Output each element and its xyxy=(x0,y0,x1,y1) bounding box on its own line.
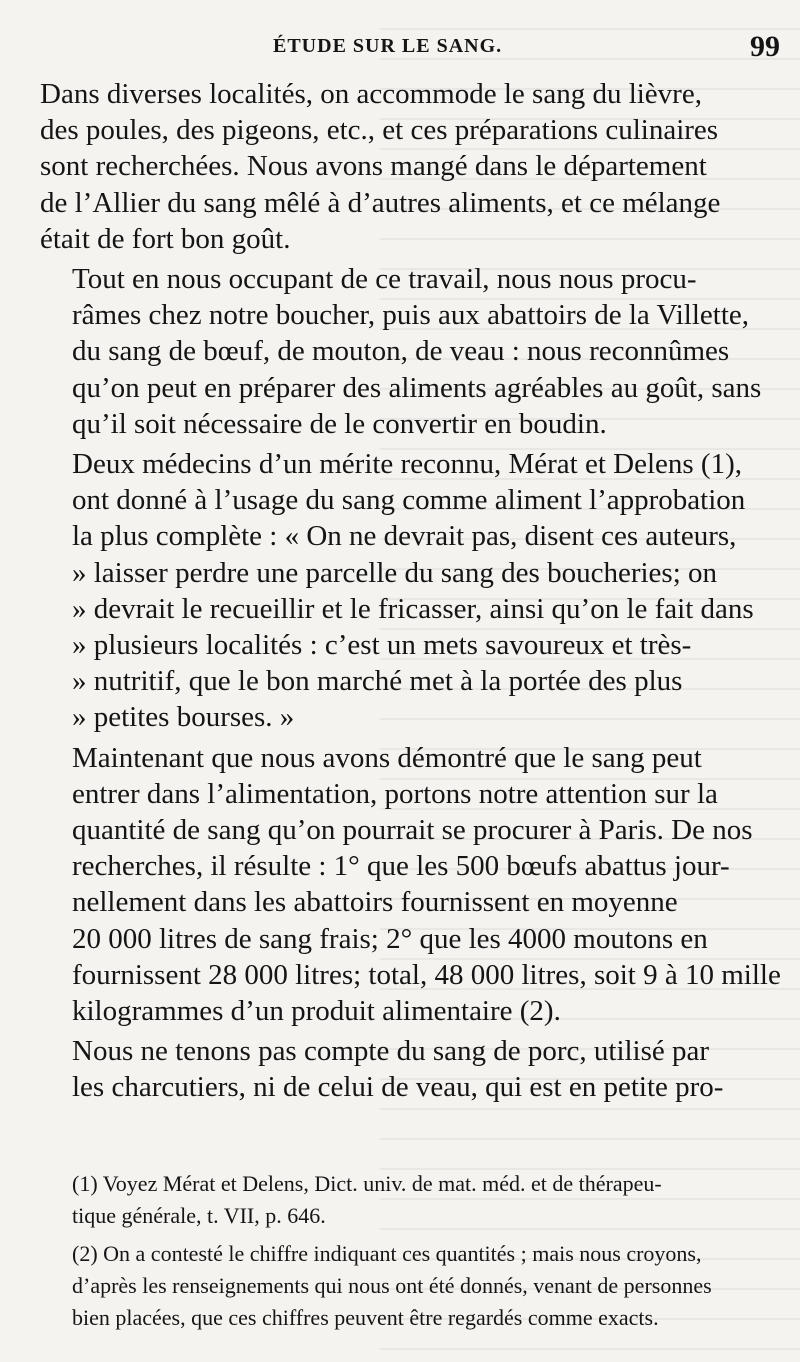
paragraph xyxy=(40,1033,756,1105)
text-line: Nous ne tenons pas compte du sang de porc, utilisé par xyxy=(72,1035,710,1068)
footnote xyxy=(40,1238,760,1334)
footnote-line: d’après les renseignements qui nous ont été donnés, venant de personnes xyxy=(72,1273,712,1298)
text-line: qu’il soit nécessaire de le convertir en boudin. xyxy=(72,407,607,440)
text-line: sont recherchées. Nous avons mangé dans le département xyxy=(40,150,707,183)
text-line: qu’on peut en préparer des aliments agréables au goût, sans xyxy=(72,371,762,404)
text-line: kilogrammes d’un produit alimentaire (2). xyxy=(72,995,561,1028)
footnote-line: bien placées, que ces chiffres peuvent être regardés comme exacts. xyxy=(72,1305,659,1330)
text-line: râmes chez notre boucher, puis aux abattoirs de la Villette, xyxy=(72,299,750,332)
footnote-line: (2) On a contesté le chiffre indiquant ces quantités ; mais nous croyons, xyxy=(72,1241,702,1266)
page-number: 99 xyxy=(750,30,780,63)
page-header xyxy=(40,30,780,70)
text-line: nellement dans les abattoirs fournissent en moyenne xyxy=(72,886,678,919)
text-line: fournissent 28 000 litres; total, 48 000 litres, soit 9 à 10 mille xyxy=(72,958,781,991)
paragraph xyxy=(40,76,756,257)
text-line: recherches, il résulte : 1° que les 500 bœufs abattus jour- xyxy=(72,850,730,883)
text-line: » plusieurs localités : c’est un mets savoureux et très- xyxy=(72,629,692,662)
paragraph xyxy=(40,740,781,1030)
footnote xyxy=(40,1168,760,1232)
body-text xyxy=(40,76,781,1110)
paragraph xyxy=(40,446,756,736)
text-line: » nutritif, que le bon marché met à la portée des plus xyxy=(72,665,683,698)
text-line: Dans diverses localités, on accommode le sang du lièvre, xyxy=(40,78,702,110)
running-title: ÉTUDE SUR LE SANG. xyxy=(273,35,503,57)
text-line: 20 000 litres de sang frais; 2° que les 4000 moutons en xyxy=(72,922,708,955)
footnote-line: (1) Voyez Mérat et Delens, Dict. univ. de mat. méd. et de thérapeu- xyxy=(72,1171,662,1196)
text-line: Deux médecins d’un mérite reconnu, Mérat et Delens (1), xyxy=(72,448,742,481)
paragraph xyxy=(40,261,762,442)
text-line: ont donné à l’usage du sang comme aliment l’approbation xyxy=(72,484,746,517)
footnotes xyxy=(40,1168,760,1340)
footnote-line: tique générale, t. VII, p. 646. xyxy=(72,1203,326,1228)
text-line: de l’Allier du sang mêlé à d’autres aliments, et ce mélange xyxy=(40,186,721,219)
text-line: des poules, des pigeons, etc., et ces préparations culinaires xyxy=(40,114,719,147)
text-line: du sang de bœuf, de mouton, de veau : nous reconnûmes xyxy=(72,335,730,368)
text-line: Tout en nous occupant de ce travail, nous nous procu- xyxy=(72,263,697,296)
text-line: la plus complète : « On ne devrait pas, disent ces auteurs, xyxy=(72,520,737,553)
text-line: » devrait le recueillir et le fricasser, ainsi qu’on le fait dans xyxy=(72,592,754,625)
text-line: » petites bourses. » xyxy=(72,701,295,734)
text-line: » laisser perdre une parcelle du sang des boucheries; on xyxy=(72,556,718,589)
text-line: les charcutiers, ni de celui de veau, qui est en petite pro- xyxy=(72,1071,724,1104)
text-line: était de fort bon goût. xyxy=(40,222,291,255)
text-line: quantité de sang qu’on pourrait se procurer à Paris. De nos xyxy=(72,814,753,847)
text-line: Maintenant que nous avons démontré que le sang peut xyxy=(72,741,702,774)
text-line: entrer dans l’alimentation, portons notre attention sur la xyxy=(72,777,718,810)
